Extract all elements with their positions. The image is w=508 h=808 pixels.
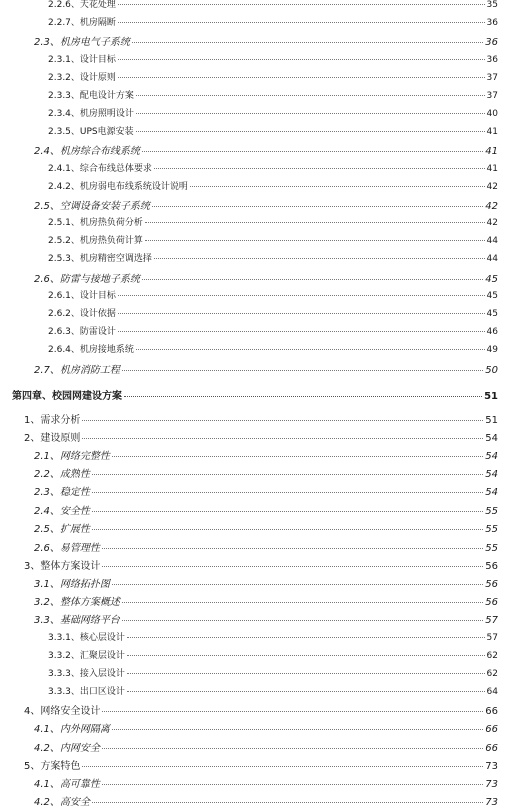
toc-entry-page: 66: [485, 743, 498, 754]
toc-entry-page: 54: [485, 487, 498, 498]
toc-entry-title: 3.1、网络拓扑图: [34, 579, 110, 590]
toc-entry-title: 5、方案特色: [24, 761, 81, 772]
toc-entry-title: 2.1、网络完整性: [34, 451, 110, 462]
toc-entry[interactable]: [48, 306, 498, 319]
toc-entry-title: 4.1、内外网隔离: [34, 724, 110, 735]
dot-leader: [118, 4, 485, 5]
dot-leader: [102, 566, 483, 567]
toc-entry[interactable]: [48, 666, 498, 679]
dot-leader: [145, 240, 485, 241]
dot-leader: [136, 131, 485, 132]
toc-entry[interactable]: [24, 757, 498, 772]
toc-entry-title: 3.3、基础网络平台: [34, 615, 120, 626]
toc-entry-title: 2.2.6、天花处理: [48, 0, 116, 10]
toc-entry-page: 41: [486, 127, 498, 137]
toc-entry[interactable]: [48, 179, 498, 192]
toc-entry[interactable]: [24, 702, 498, 717]
toc-entry-page: 73: [485, 761, 498, 772]
toc-entry-page: 50: [485, 365, 498, 376]
dot-leader: [136, 349, 485, 350]
toc-entry-title: 3.3.3、出口区设计: [48, 687, 125, 697]
dot-leader: [152, 206, 483, 207]
toc-entry-title: 2.6.3、防雷设计: [48, 327, 116, 337]
toc-entry[interactable]: [48, 215, 498, 228]
toc-entry[interactable]: [34, 447, 498, 462]
toc-entry-page: 64: [486, 687, 498, 697]
toc-entry-title: 2.2、成熟性: [34, 469, 90, 480]
toc-entry[interactable]: [34, 739, 498, 754]
toc-entry-page: 42: [485, 201, 498, 212]
dot-leader: [102, 748, 483, 749]
toc-entry-title: 2.3.5、UPS电源安装: [48, 127, 134, 137]
toc-entry[interactable]: [24, 411, 498, 426]
dot-leader: [127, 673, 485, 674]
toc-entry-page: 49: [486, 345, 498, 355]
toc-entry[interactable]: [48, 52, 498, 65]
dot-leader: [92, 802, 483, 803]
toc-entry[interactable]: [34, 270, 498, 285]
toc-entry[interactable]: [34, 775, 498, 790]
toc-entry-page: 40: [486, 109, 498, 119]
toc-entry-title: 1、需求分析: [24, 415, 81, 426]
dot-leader: [92, 511, 483, 512]
dot-leader: [190, 186, 485, 187]
toc-entry-title: 第四章、校园网建设方案: [12, 391, 122, 402]
dot-leader: [112, 584, 483, 585]
toc-entry[interactable]: [34, 520, 498, 535]
toc-entry-title: 4.2、内网安全: [34, 743, 100, 754]
dot-leader: [136, 113, 485, 114]
toc-entry[interactable]: [34, 539, 498, 554]
toc-entry[interactable]: [24, 429, 498, 444]
toc-entry[interactable]: [48, 288, 498, 301]
toc-entry-page: 66: [485, 724, 498, 735]
dot-leader: [154, 168, 485, 169]
toc-entry-title: 2.3、稳定性: [34, 487, 90, 498]
toc-entry-page: 42: [486, 182, 498, 192]
dot-leader: [122, 370, 483, 371]
dot-leader: [112, 729, 483, 730]
toc-entry-page: 41: [485, 146, 498, 157]
dot-leader: [122, 602, 483, 603]
dot-leader: [118, 295, 485, 296]
toc-entry[interactable]: [34, 33, 498, 48]
dot-leader: [118, 331, 485, 332]
dot-leader: [82, 766, 483, 767]
toc-entry-page: 41: [486, 164, 498, 174]
toc-entry[interactable]: [48, 88, 498, 101]
toc-entry-page: 45: [485, 274, 498, 285]
toc-entry-page: 51: [485, 415, 498, 426]
toc-entry-title: 3.3.2、汇聚层设计: [48, 651, 125, 661]
toc-entry[interactable]: [48, 161, 498, 174]
toc-entry[interactable]: [48, 342, 498, 355]
dot-leader: [118, 22, 485, 23]
toc-entry-page: 73: [485, 779, 498, 790]
dot-leader: [92, 492, 483, 493]
toc-entry-page: 57: [485, 615, 498, 626]
toc-entry[interactable]: [34, 720, 498, 735]
dot-leader: [102, 711, 483, 712]
dot-leader: [102, 784, 483, 785]
toc-entry-title: 2.7、机房消防工程: [34, 365, 120, 376]
toc-entry-title: 2.3.4、机房照明设计: [48, 109, 134, 119]
toc-entry-title: 2.5.1、机房热负荷分析: [48, 218, 143, 228]
dot-leader: [142, 151, 483, 152]
toc-entry[interactable]: [34, 793, 498, 808]
toc-entry[interactable]: [34, 593, 498, 608]
toc-entry-title: 2.6.2、设计依据: [48, 309, 116, 319]
toc-entry-title: 2.6、防雷与接地子系统: [34, 274, 140, 285]
toc-chapter-entry[interactable]: [12, 387, 498, 402]
toc-entry-page: 66: [485, 706, 498, 717]
toc-entry-page: 44: [486, 254, 498, 264]
dot-leader: [154, 258, 485, 259]
toc-entry-page: 62: [486, 651, 498, 661]
toc-entry-title: 2、建设原则: [24, 433, 81, 444]
toc-entry-page: 55: [485, 524, 498, 535]
toc-entry-title: 3.3.1、核心层设计: [48, 633, 125, 643]
toc-entry-title: 4.2、高安全: [34, 797, 90, 808]
toc-entry-page: 37: [486, 91, 498, 101]
toc-entry-title: 2.6.4、机房接地系统: [48, 345, 134, 355]
dot-leader: [122, 620, 483, 621]
toc-entry-title: 2.6、易管理性: [34, 543, 100, 554]
toc-entry[interactable]: [48, 684, 498, 697]
toc-entry[interactable]: [34, 142, 498, 157]
toc-entry-title: 3.3.3、接入层设计: [48, 669, 125, 679]
toc-entry-page: 56: [485, 579, 498, 590]
toc-entry-page: 73: [485, 797, 498, 808]
toc-entry-page: 35: [486, 0, 498, 10]
toc-entry-page: 56: [485, 597, 498, 608]
toc-entry[interactable]: [48, 106, 498, 119]
toc-entry[interactable]: [48, 630, 498, 643]
toc-entry-title: 2.3.3、配电设计方案: [48, 91, 134, 101]
dot-leader: [127, 691, 485, 692]
toc-entry-title: 2.5、空调设备安装子系统: [34, 201, 150, 212]
toc-entry[interactable]: [34, 361, 498, 376]
toc-entry[interactable]: [48, 233, 498, 246]
toc-entry-page: 46: [486, 327, 498, 337]
toc-entry-title: 2.4.2、机房弱电布线系统设计说明: [48, 182, 188, 192]
toc-entry-page: 36: [486, 18, 498, 28]
toc-entry[interactable]: [48, 648, 498, 661]
dot-leader: [136, 95, 485, 96]
toc-entry-title: 4.1、高可靠性: [34, 779, 100, 790]
toc-entry[interactable]: [34, 502, 498, 517]
toc-entry-page: 54: [485, 433, 498, 444]
toc-entry-title: 2.4、安全性: [34, 506, 90, 517]
toc-entry-page: 42: [486, 218, 498, 228]
toc-entry-page: 36: [486, 55, 498, 65]
toc-entry-page: 54: [485, 469, 498, 480]
dot-leader: [145, 222, 485, 223]
toc-entry[interactable]: [34, 465, 498, 480]
dot-leader: [124, 396, 482, 397]
dot-leader: [142, 279, 483, 280]
toc-entry[interactable]: [34, 575, 498, 590]
toc-entry-page: 37: [486, 73, 498, 83]
dot-leader: [127, 655, 485, 656]
toc-entry-title: 4、网络安全设计: [24, 706, 101, 717]
toc-entry[interactable]: [48, 324, 498, 337]
toc-entry-page: 45: [486, 309, 498, 319]
toc-entry[interactable]: [24, 557, 498, 572]
toc-entry-page: 36: [485, 37, 498, 48]
toc-entry-title: 2.3、机房电气子系统: [34, 37, 130, 48]
toc-entry-page: 44: [486, 236, 498, 246]
toc-entry[interactable]: [34, 611, 498, 626]
toc-entry[interactable]: [34, 197, 498, 212]
dot-leader: [102, 548, 483, 549]
toc-entry[interactable]: [34, 483, 498, 498]
toc-entry-page: 51: [484, 391, 498, 402]
toc-entry[interactable]: [48, 15, 498, 28]
toc-entry-title: 2.3.2、设计原则: [48, 73, 116, 83]
toc-entry[interactable]: [48, 0, 498, 10]
toc-entry[interactable]: [48, 251, 498, 264]
dot-leader: [118, 77, 485, 78]
dot-leader: [118, 313, 485, 314]
toc-entry-title: 2.4.1、综合布线总体要求: [48, 164, 152, 174]
dot-leader: [92, 474, 483, 475]
toc-entry-page: 55: [485, 506, 498, 517]
dot-leader: [127, 637, 485, 638]
dot-leader: [92, 529, 483, 530]
toc-entry-page: 54: [485, 451, 498, 462]
dot-leader: [82, 438, 483, 439]
toc-entry-title: 2.6.1、设计目标: [48, 291, 116, 301]
toc-entry[interactable]: [48, 124, 498, 137]
toc-entry-title: 2.5、扩展性: [34, 524, 90, 535]
dot-leader: [118, 59, 485, 60]
toc-entry-title: 2.5.3、机房精密空调选择: [48, 254, 152, 264]
toc-entry-title: 2.5.2、机房热负荷计算: [48, 236, 143, 246]
toc-entry-title: 3.2、整体方案概述: [34, 597, 120, 608]
dot-leader: [82, 420, 483, 421]
toc-entry-page: 45: [486, 291, 498, 301]
dot-leader: [132, 42, 483, 43]
dot-leader: [112, 456, 483, 457]
toc-entry-title: 2.2.7、机房隔断: [48, 18, 116, 28]
toc-entry-page: 57: [486, 633, 498, 643]
toc-entry-page: 56: [485, 561, 498, 572]
toc-entry-title: 2.3.1、设计目标: [48, 55, 116, 65]
toc-entry-page: 55: [485, 543, 498, 554]
toc-entry-title: 3、整体方案设计: [24, 561, 101, 572]
toc-entry-title: 2.4、机房综合布线系统: [34, 146, 140, 157]
toc-entry[interactable]: [48, 70, 498, 83]
toc-entry-page: 62: [486, 669, 498, 679]
